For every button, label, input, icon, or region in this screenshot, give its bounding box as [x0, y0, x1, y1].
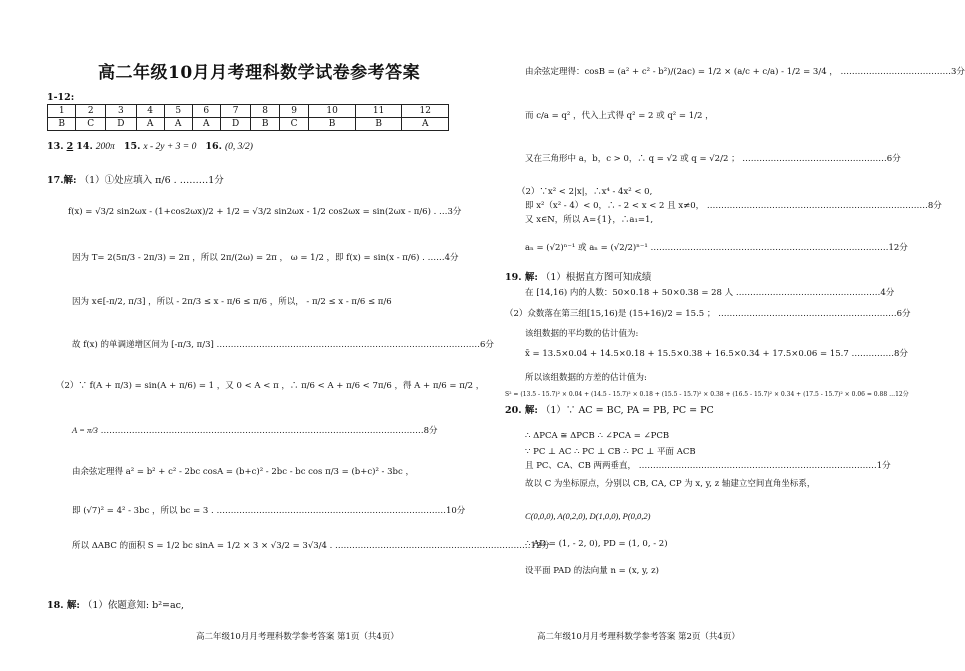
table-cell: A: [164, 118, 192, 131]
q17-line-7: A = π/3 ……………………………………………………………………………………………………8分: [72, 425, 438, 436]
q19-line-2: 在 [14,16) 内的人数：50×0.18 + 50×0.38 = 28 人 ……………………………………………4分: [525, 288, 895, 298]
table-cell: 10: [309, 105, 356, 118]
table-cell: C: [279, 118, 308, 131]
table-cell: 7: [220, 105, 251, 118]
q20-line-4: 且 PC、CA、CB 两两垂直， …………………………………………………………………………1分: [525, 461, 891, 471]
q17-line-9: 即 (√7)² = 4² - 3bc ，所以 bc = 3 . ………………………………………………………………………10分: [72, 506, 466, 516]
q19-line-5: x̄ = 13.5×0.04 + 14.5×0.18 + 15.5×0.38 + 16.5×0.34 + 17.5×0.06 = 15.7 ……………8分: [525, 349, 908, 359]
q20-line-5: 故以 C 为坐标原点，分别以 CB, CA, CP 为 x, y, z 轴建立空间直角坐标系，: [525, 479, 816, 489]
q20-line-6: C(0,0,0), A(0,2,0), D(1,0,0), P(0,0,2): [525, 511, 651, 521]
q17-line-8: 由余弦定理得 a² = b² + c² - 2bc cosA = (b+c)² - 2bc - bc cos π/3 = (b+c)² - 3bc ，: [72, 467, 414, 477]
table-cell: 9: [279, 105, 308, 118]
q18-right-line-7: aₙ = (√2)ⁿ⁻¹ 或 aₙ = (√2/2)ⁿ⁻¹ …………………………………………………………………………12分: [525, 243, 908, 253]
q18-line-1: 18. 解: （1）依题意知: b²=ac,: [47, 600, 184, 611]
table-cell: A: [402, 118, 449, 131]
table-cell: 11: [355, 105, 402, 118]
q20-line-8: 设平面 PAD 的法向量 n = (x, y, z): [525, 566, 659, 576]
answer-table: [47, 104, 449, 131]
q18-right-line-1: 由余弦定理得：cosB = (a² + c² - b²)/(2ac) = 1/2 × (a/c + c/a) - 1/2 = 3/4 ， …………………………………3分: [525, 67, 965, 77]
table-cell: B: [355, 118, 402, 131]
q19-line-3: （2）众数落在第三组[15,16)是 (15+16)/2 = 15.5 ； ………………………………………………………6分: [505, 309, 911, 319]
q17-line-5: 故 f(x) 的单调递增区间为 [-π/3, π/3] …………………………………………………………………………………6分: [72, 340, 494, 350]
table-cell: 1: [48, 105, 76, 118]
q20-line-7: ∴ AD = (1, - 2, 0), PD = (1, 0, - 2): [525, 539, 668, 549]
q18-right-line-5: 即 x²（x² - 4）< 0，∴ - 2 < x < 2 且 x≠0， ……………………………………………………………………8分: [525, 201, 942, 211]
table-cell: B: [251, 118, 279, 131]
q17-line-10: 所以 ΔABC 的面积 S = 1/2 bc sinA = 1/2 × 3 × √3/2 = 3√3/4 . ……………………………………………………………12分: [72, 541, 550, 551]
table-cell: D: [220, 118, 251, 131]
table-cell: 3: [105, 105, 136, 118]
table-cell: 12: [402, 105, 449, 118]
q18-right-line-2: 而 c/a = q² ，代入上式得 q² = 2 或 q² = 1/2 ，: [525, 111, 714, 121]
table-cell: C: [76, 118, 105, 131]
q19-line-4: 该组数据的平均数的估计值为:: [525, 329, 639, 339]
q17-line-4: 因为 x∈[-π/2, π/3] ，所以 - 2π/3 ≤ x - π/6 ≤ π/6 ，所以， - π/2 ≤ x - π/6 ≤ π/6: [72, 297, 392, 307]
table-cell: 2: [76, 105, 105, 118]
table-cell: 6: [192, 105, 220, 118]
q19-line-6: 所以该组数据的方差的估计值为:: [525, 373, 647, 383]
q17-line-6: （2）∵ f(A + π/3) = sin(A + π/6) = 1 ，又 0 < A < π ，∴ π/6 < A + π/6 < 7π/6 ，得 A + π/6 = π/2 ，: [56, 381, 485, 391]
table-cell: 8: [251, 105, 279, 118]
q17-line-3: 因为 T= 2(5π/3 - 2π/3) = 2π ，所以 2π/(2ω) = 2π ， ω = 1/2 ，即 f(x) = sin(x - π/6) . ……4分: [72, 253, 459, 263]
q18-right-line-6: 又 x∈N，所以 A={1}，∴a₁=1,: [525, 215, 654, 225]
table-cell: B: [48, 118, 76, 131]
table-cell: D: [105, 118, 136, 131]
page-right: [475, 0, 965, 671]
fill-blank-answers: 13. 2 14. 200π 15. x - 2y + 3 = 0 16. (0, 3/2): [47, 141, 253, 152]
table-row: [48, 118, 449, 131]
page-title: 高二年级10月月考理科数学试卷参考答案: [98, 63, 421, 83]
q17-line-1: 17.解: （1）①处应填入 π/6 . ………1分: [47, 175, 224, 186]
page-footer: 高二年级10月月考理科数学参考答案 第2页（共4页）: [537, 632, 740, 642]
table-cell: 5: [164, 105, 192, 118]
q17-line-2: f(x) = √3/2 sin2ωx - (1+cos2ωx)/2 + 1/2 = √3/2 sin2ωx - 1/2 cos2ωx = sin(2ωx - π/6) . …3分: [68, 207, 462, 217]
table-cell: 4: [136, 105, 164, 118]
q18-right-line-4: （2）∵x² < 2|x|，∴x⁴ - 4x² < 0,: [517, 187, 653, 197]
q18-right-line-3: 又在三角形中 a，b，c > 0，∴ q = √2 或 q = √2/2 ； ……………………………………………6分: [525, 154, 901, 164]
q20-line-2: ∴ ΔPCA ≅ ΔPCB ∴ ∠PCA = ∠PCB: [525, 431, 670, 441]
q20-line-1: 20. 解: （1）∵ AC = BC, PA = PB, PC = PC: [505, 405, 714, 416]
q19-line-1: 19. 解: （1）根据直方图可知成绩: [505, 272, 652, 283]
table-cell: A: [192, 118, 220, 131]
table-row: [48, 105, 449, 118]
q20-line-3: ∵ PC ⊥ AC ∴ PC ⊥ CB ∴ PC ⊥ 平面 ACB: [525, 447, 696, 457]
page-footer: 高二年级10月月考理科数学参考答案 第1页（共4页）: [196, 632, 399, 642]
table-cell: A: [136, 118, 164, 131]
table-cell: B: [309, 118, 356, 131]
q19-line-7: S² = (13.5 - 15.7)² × 0.04 + (14.5 - 15.7)² × 0.18 + (15.5 - 15.7)² × 0.38 + (16.5 - 15.7)² × 0.34 + (17.5 - 15.7)² × 0.06 = 0.88 …12分: [505, 391, 909, 398]
table-label: 1-12:: [47, 92, 75, 103]
